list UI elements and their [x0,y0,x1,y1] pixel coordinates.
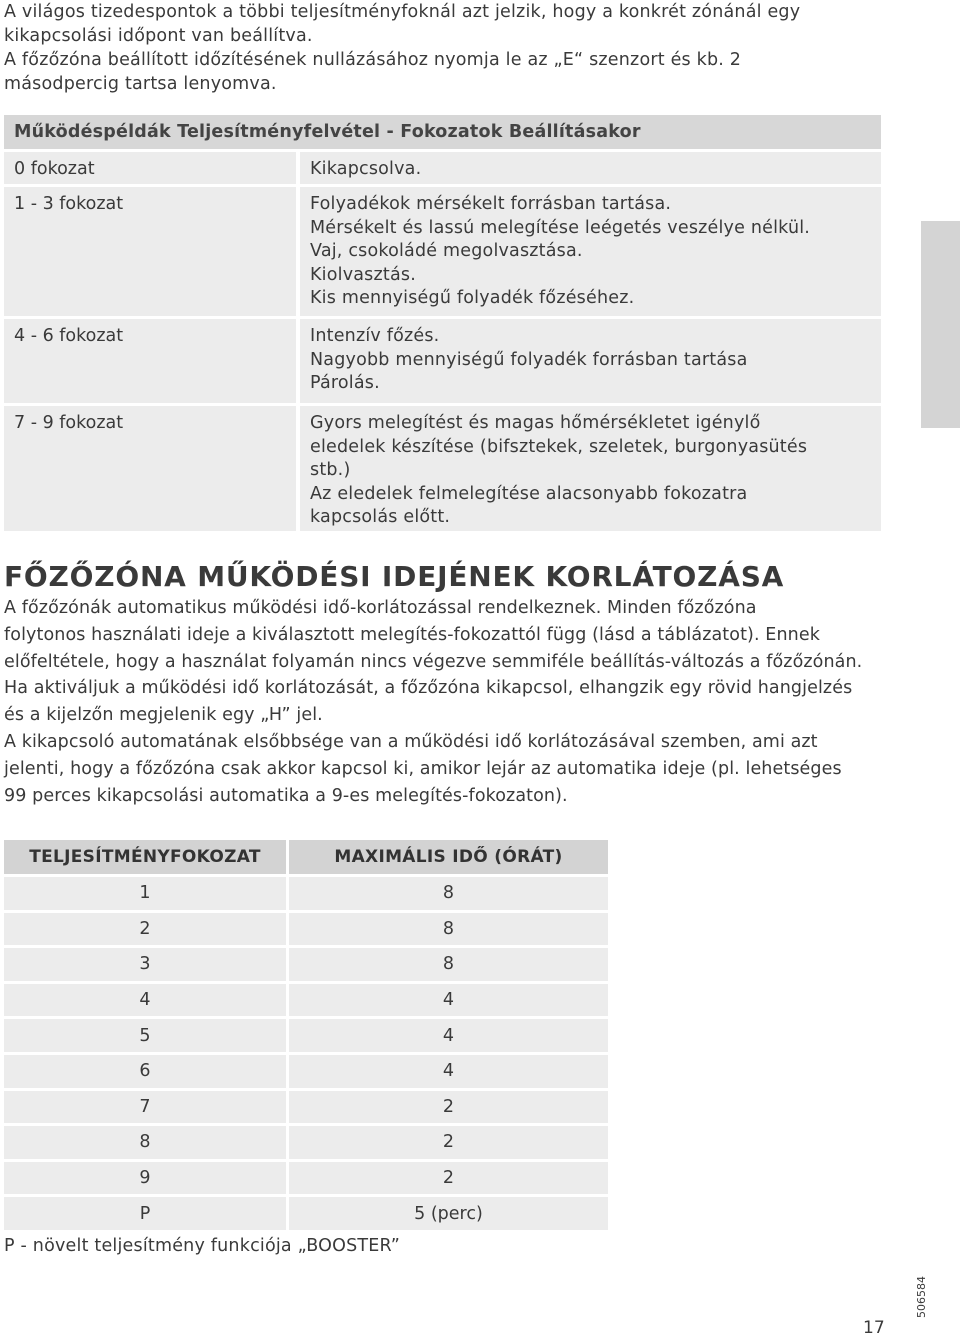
time-cell: 2 [286,1123,608,1159]
examples-table [4,115,881,531]
table-row [4,406,881,531]
paragraph-line: 99 perces kikapcsolási automatika a 9-es melegítés-fokozaton). [4,785,568,806]
table-row [4,319,881,403]
description-line: Nagyobb mennyiségű folyadék forrásban tartása [310,349,748,370]
level-cell: 2 [4,910,286,946]
time-cell: 4 [286,981,608,1017]
max-time-table [4,840,608,1230]
page-number: 17 [863,1318,885,1338]
section-paragraph [4,595,904,809]
description-cell [300,406,881,531]
time-cell: 8 [286,910,608,946]
level-cell: 8 [4,1123,286,1159]
table-row [4,874,608,910]
table-row [4,1123,608,1159]
description-line: Kiolvasztás. [310,264,416,285]
section-heading: FŐZŐZÓNA MŰKÖDÉSI IDEJÉNEK KORLÁTOZÁSA [4,560,785,593]
paragraph-line: A kikapcsoló automatának elsőbbsége van a működési idő korlátozásával szemben, ami azt [4,731,818,752]
table-row [4,945,608,981]
level-cell: 0 fokozat [4,152,296,184]
booster-footnote: P - növelt teljesítmény funkciója „BOOSTER” [4,1236,401,1256]
paragraph-line: és a kijelzőn megjelenik egy „H” jel. [4,705,323,726]
table-row [4,1194,608,1230]
level-cell: 1 [4,874,286,910]
table-row [4,1016,608,1052]
intro-text [4,0,904,96]
table-row [4,1088,608,1124]
description-line: eledelek készítése (bifsztekek, szeletek, burgonyasütés [310,436,808,457]
description-cell [300,152,881,184]
level-cell: 7 - 9 fokozat [4,406,296,531]
intro-line: kikapcsolási időpont van beállítva. [4,26,313,46]
description-line: stb.) [310,460,351,480]
intro-line: A világos tizedespontok a többi teljesítményfoknál azt jelzik, hogy a konkrét zónánál egy [4,2,801,22]
description-line: Folyadékok mérsékelt forrásban tartása. [310,194,672,214]
intro-line: másodpercig tartsa lenyomva. [4,74,277,94]
side-tab-marker [921,221,960,428]
level-cell: 3 [4,945,286,981]
description-cell [300,187,881,316]
document-code: 506584 [915,1276,928,1318]
table-row [4,1052,608,1088]
table-row [4,187,881,316]
time-cell: 2 [286,1088,608,1124]
level-cell: 6 [4,1052,286,1088]
level-cell: 4 - 6 fokozat [4,319,296,403]
description-line: kapcsolás előtt. [310,507,451,527]
column-header-max-time: MAXIMÁLIS IDŐ (ÓRÁT) [286,840,608,874]
description-line: Kikapcsolva. [310,159,422,179]
paragraph-line: jelenti, hogy a főzőzóna csak akkor kapcsol ki, amikor lejár az automatika ideje (pl. lehetséges [4,758,842,779]
description-line: Intenzív főzés. [310,326,440,346]
level-cell: 7 [4,1088,286,1124]
description-line: Gyors melegítést és magas hőmérsékletet igénylő [310,413,761,433]
level-cell: 9 [4,1159,286,1195]
intro-line: A főzőzóna beállított időzítésének nullázásához nyomja le az „E“ szenzort és kb. 2 [4,50,742,70]
description-line: Mérsékelt és lassú melegítése leégetés veszélye nélkül. [310,217,811,238]
description-cell [300,319,881,403]
table-header-row [4,840,608,874]
column-header-level: TELJESÍTMÉNYFOKOZAT [4,840,286,874]
paragraph-line: A főzőzónák automatikus működési idő-korlátozással rendelkeznek. Minden főzőzóna [4,598,757,618]
description-line: Vaj, csokoládé megolvasztása. [310,241,583,261]
time-cell: 4 [286,1052,608,1088]
time-cell: 4 [286,1016,608,1052]
time-cell: 8 [286,945,608,981]
level-cell: 1 - 3 fokozat [4,187,296,316]
level-cell: 5 [4,1016,286,1052]
description-line: Az eledelek felmelegítése alacsonyabb fokozatra [310,483,748,504]
time-cell: 5 (perc) [286,1194,608,1230]
paragraph-line: előfeltétele, hogy a használat folyamán nincs végezve semmiféle beállítás-változás a főzőzónán. [4,651,863,672]
time-cell: 2 [286,1159,608,1195]
examples-table-title: Működéspéldák Teljesítményfelvétel - Fokozatok Beállításakor [4,115,881,149]
time-cell: 8 [286,874,608,910]
table-row [4,152,881,184]
level-cell: P [4,1194,286,1230]
paragraph-line: folytonos használati ideje a kiválasztott melegítés-fokozattól függ (lásd a táblázatot). Ennek [4,624,820,645]
paragraph-line: Ha aktiváljuk a működési idő korlátozását, a főzőzóna kikapcsol, elhangzik egy rövid hangjelzés [4,678,853,699]
table-row [4,1159,608,1195]
description-line: Párolás. [310,373,380,393]
level-cell: 4 [4,981,286,1017]
description-line: Kis mennyiségű folyadék főzéséhez. [310,288,635,308]
table-row [4,981,608,1017]
table-row [4,910,608,946]
